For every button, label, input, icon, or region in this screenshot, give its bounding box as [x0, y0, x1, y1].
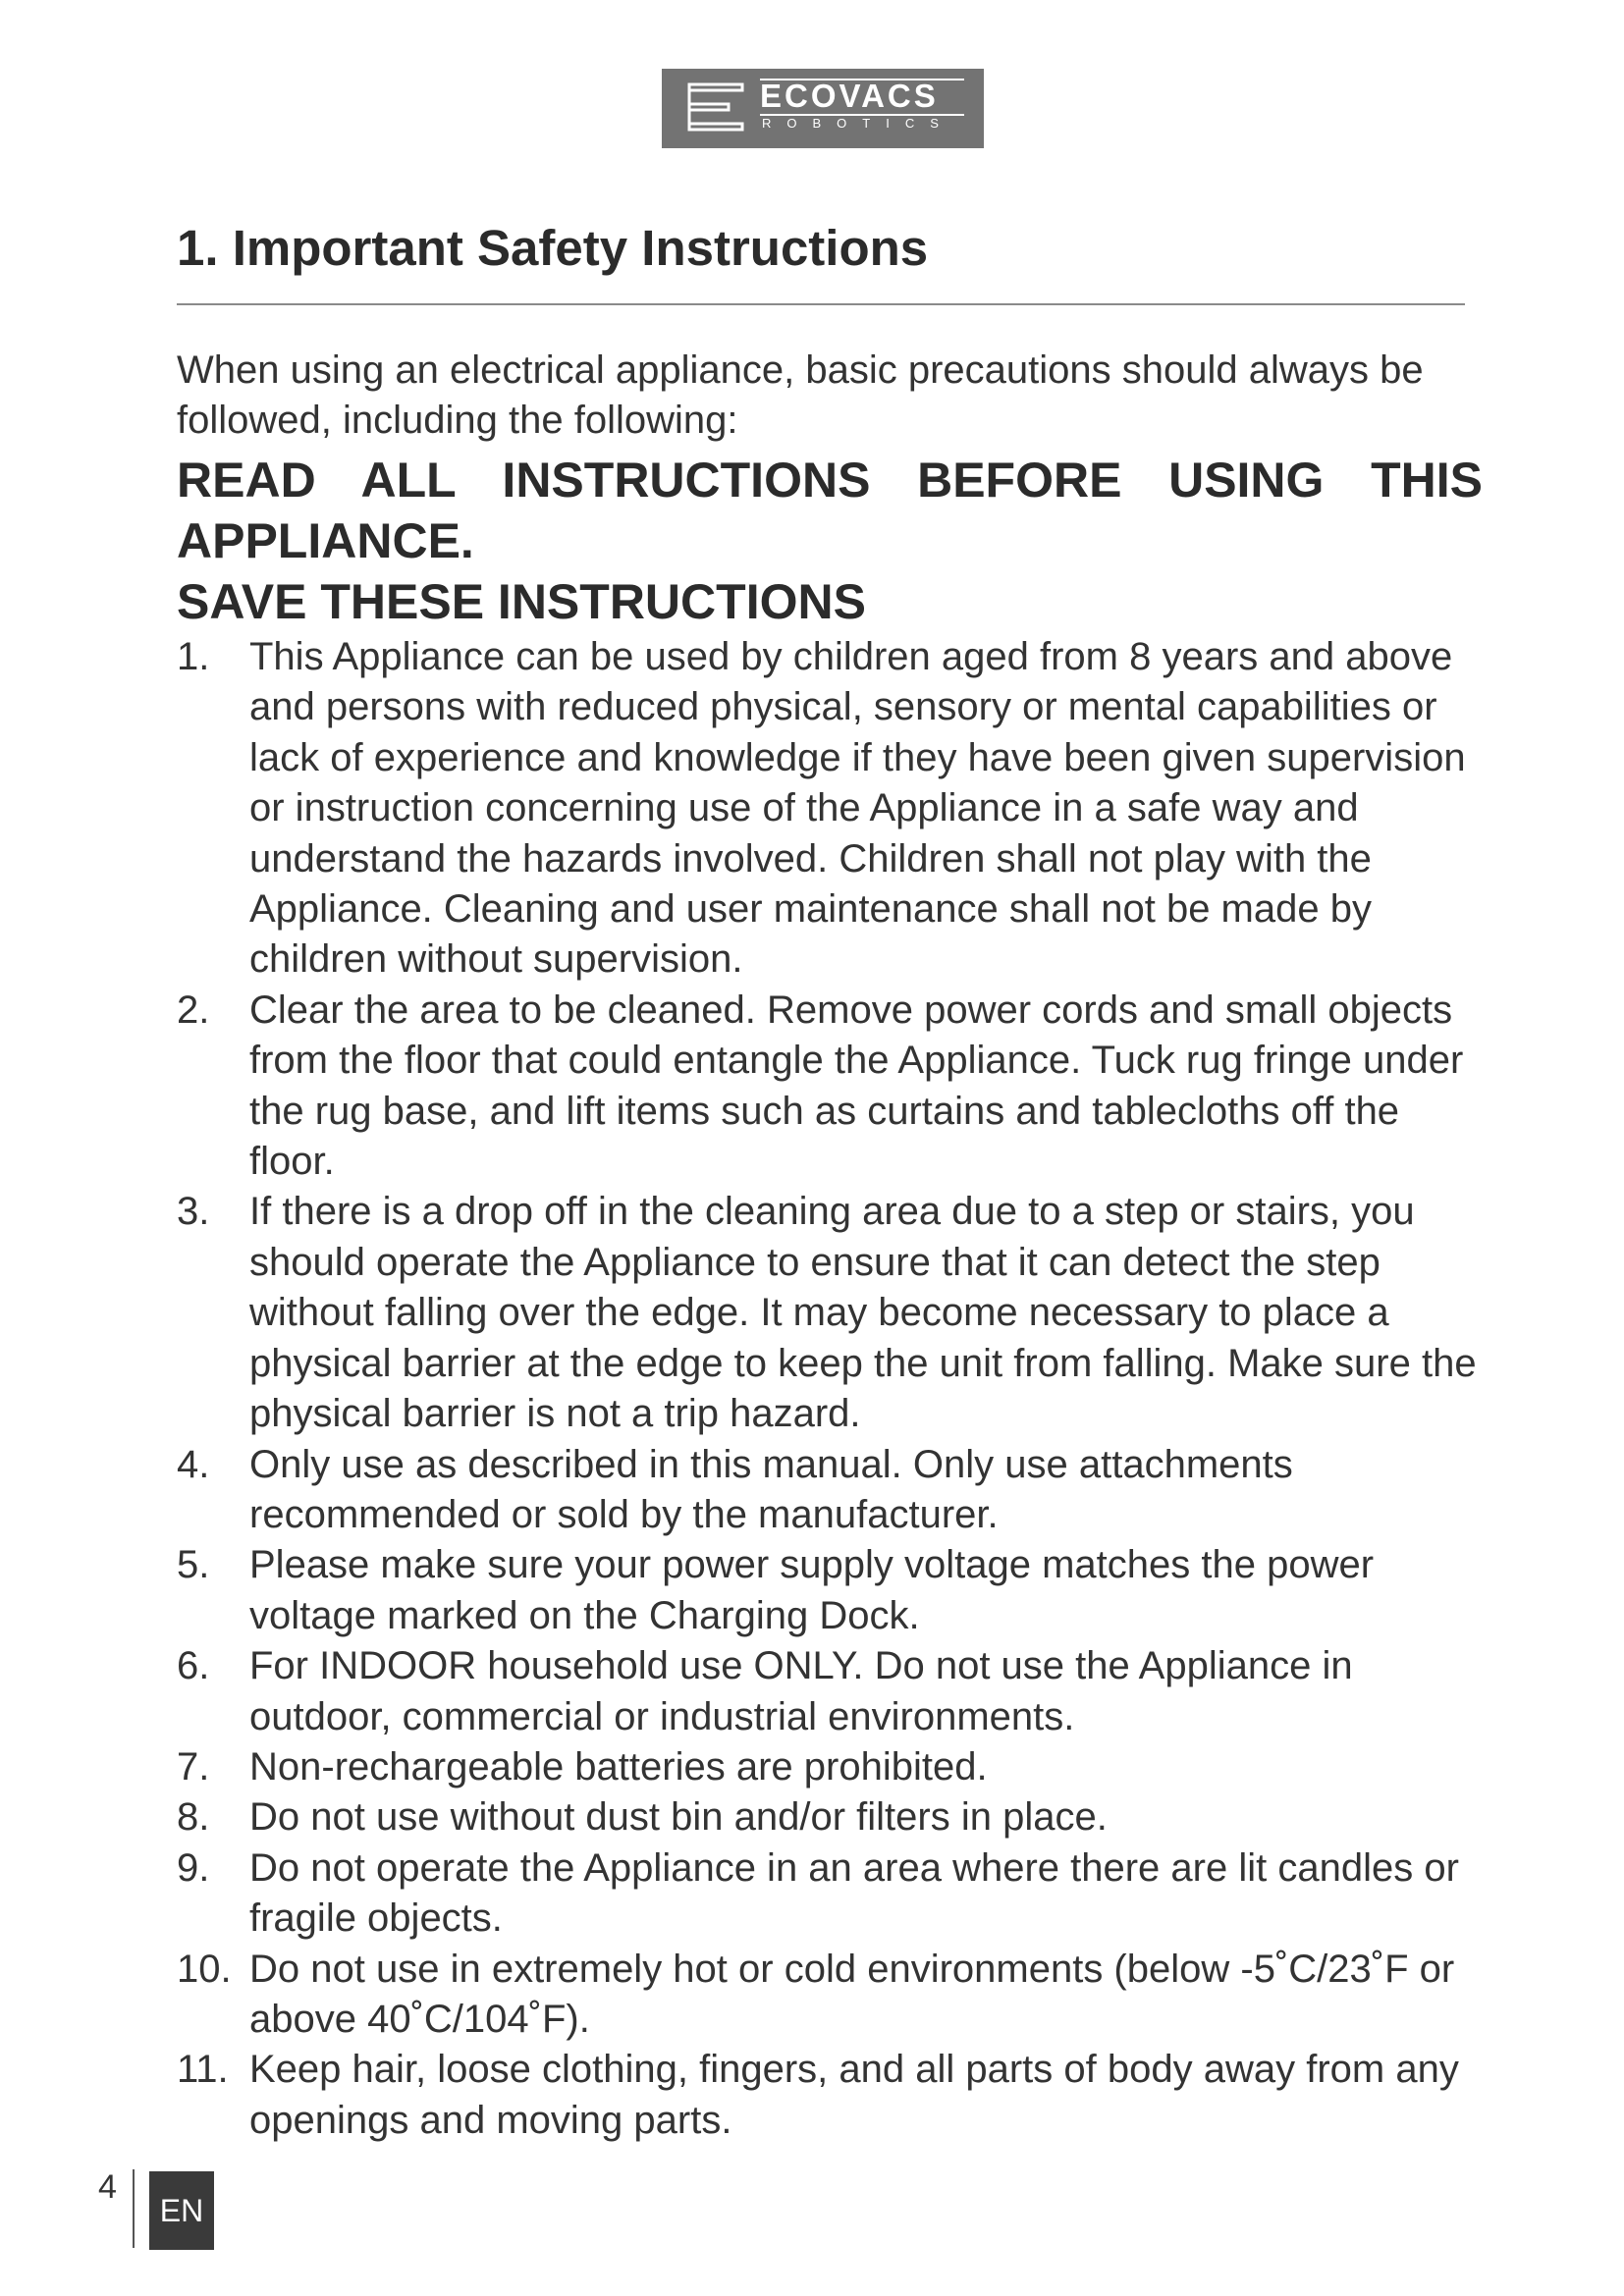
item-text: For INDOOR household use ONLY. Do not use the Appliance in outdoor, commercial or industrial environments.: [249, 1644, 1353, 1738]
item-number: 1.: [177, 635, 210, 678]
item-number: 11.: [177, 2048, 229, 2092]
intro-paragraph: When using an electrical appliance, basic precautions should always be followed, including the following:: [177, 348, 1424, 442]
logo-subtitle: ROBOTICS: [762, 116, 954, 131]
footer-divider: [133, 2169, 135, 2248]
list-item: [177, 1792, 1483, 1842]
list-item: [177, 2045, 1483, 2146]
item-number: 6.: [177, 1644, 210, 1688]
list-item: [177, 1843, 1483, 1945]
list-item: [177, 1540, 1483, 1641]
list-item: [177, 632, 1483, 986]
item-number: 3.: [177, 1190, 210, 1234]
section-content: [177, 346, 1483, 2146]
item-text: Only use as described in this manual. Only use attachments recommended or sold by the manufacturer.: [249, 1442, 1293, 1536]
safety-list: [177, 632, 1483, 2146]
list-item: [177, 1742, 1483, 1792]
item-text: Do not use in extremely hot or cold environments (below -5˚C/23˚F or above 40˚C/104˚F).: [249, 1947, 1455, 2041]
save-heading: SAVE THESE INSTRUCTIONS: [177, 574, 866, 629]
item-number: 9.: [177, 1845, 210, 1890]
item-number: 5.: [177, 1543, 210, 1587]
item-number: 2.: [177, 988, 210, 1032]
list-item: [177, 1187, 1483, 1439]
brand-logo: [662, 69, 984, 148]
section-title: 1. Important Safety Instructions: [177, 220, 929, 276]
title-divider: [177, 303, 1465, 305]
logo-name: ECOVACS: [760, 78, 939, 114]
item-text: Please make sure your power supply voltage matches the power voltage marked on the Charging Dock.: [249, 1543, 1375, 1637]
ecovacs-logo-mark-icon: [687, 82, 746, 133]
language-badge: EN: [149, 2171, 214, 2250]
list-item: [177, 1440, 1483, 1541]
read-all-heading: READ ALL INSTRUCTIONS BEFORE USING THIS APPLIANCE.: [177, 453, 1483, 568]
item-text: Keep hair, loose clothing, fingers, and all parts of body away from any openings and moving parts.: [249, 2048, 1459, 2142]
item-text: Clear the area to be cleaned. Remove power cords and small objects from the floor that could entangle the Appliance. Tuck rug fringe under the rug base, and lift items such as curtains and tablecloths off the floor.: [249, 988, 1464, 1184]
item-text: Non-rechargeable batteries are prohibited.: [249, 1744, 988, 1789]
list-item: [177, 1641, 1483, 1742]
list-item: [177, 1945, 1483, 2046]
item-number: 8.: [177, 1795, 210, 1840]
item-text: Do not operate the Appliance in an area where there are lit candles or fragile objects.: [249, 1845, 1459, 1941]
item-text: If there is a drop off in the cleaning area due to a step or stairs, you should operate the Appliance to ensure that it can detect the step without falling over the edge. It may become necessary to place a physical barrier at the edge to keep the unit from falling. Make sure the physical barrier is not a trip hazard.: [249, 1190, 1477, 1436]
item-number: 10.: [177, 1947, 232, 1991]
page-number: 4: [98, 2168, 117, 2206]
item-number: 4.: [177, 1442, 210, 1486]
item-number: 7.: [177, 1744, 210, 1789]
item-text: This Appliance can be used by children aged from 8 years and above and persons with reduced physical, sensory or mental capabilities or lack of experience and knowledge if they have been given supervision or instruction concerning use of the Appliance in a safe way and understand the hazards involved. Children shall not play with the Appliance. Cleaning and user maintenance shall not be made by children without supervision.: [249, 635, 1466, 982]
item-text: Do not use without dust bin and/or filters in place.: [249, 1795, 1108, 1840]
list-item: [177, 986, 1483, 1188]
